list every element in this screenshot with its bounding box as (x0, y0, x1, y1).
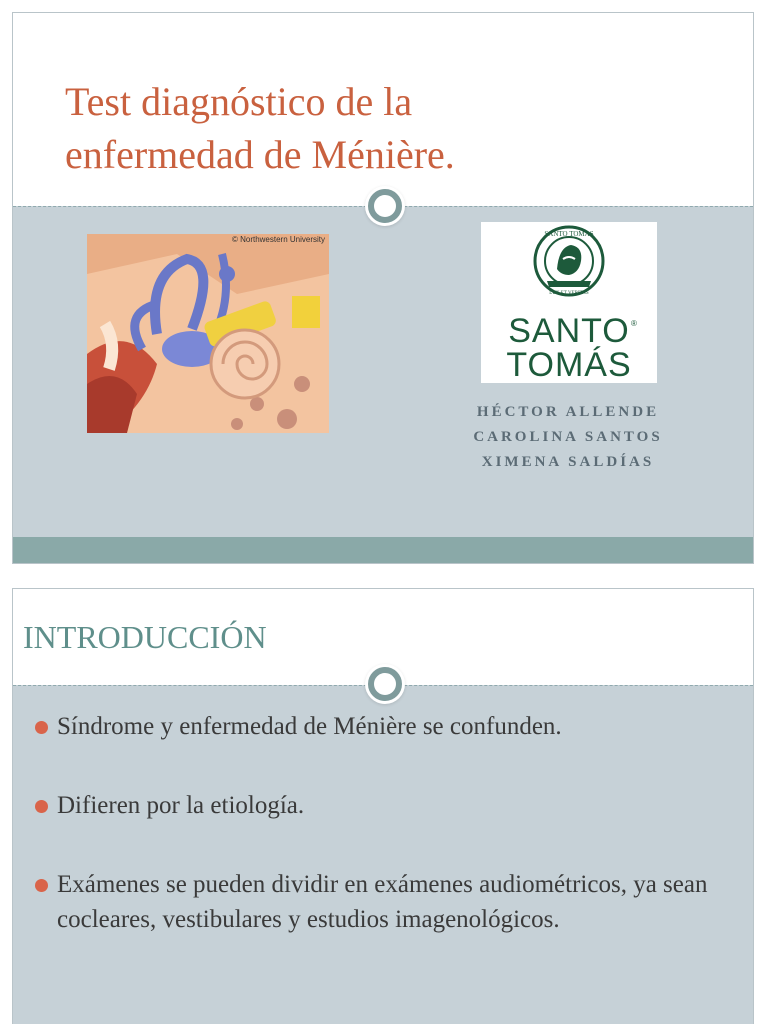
author-name: CAROLINA SANTOS (473, 429, 663, 445)
bottom-accent-bar (13, 537, 753, 563)
ring-ornament-icon (368, 667, 402, 701)
title-area (13, 13, 753, 206)
seal-icon (529, 225, 609, 297)
inner-ear-illustration (87, 234, 329, 433)
registered-mark: ® (631, 319, 637, 328)
list-item (35, 709, 735, 744)
slide-title: INTRODUCCIÓN (23, 619, 267, 655)
title-line-2: enfermedad de Ménière. (65, 132, 455, 177)
ring-ornament-icon (368, 189, 402, 223)
title-slide (12, 12, 754, 564)
santo-tomas-logo (481, 222, 657, 383)
bullet-dot-icon (35, 721, 48, 734)
list-item (35, 788, 735, 823)
list-item (35, 867, 735, 937)
logo-word-tomas: TOMÁS (506, 346, 632, 384)
bullet-dot-icon (35, 800, 48, 813)
logo-word-santo: SANTO (508, 312, 630, 350)
slide-title (65, 75, 455, 181)
author-name: XIMENA SALDÍAS (481, 454, 655, 470)
bullet-text: Exámenes se pueden dividir en exámenes audiométricos, ya sean cocleares, vestibulares y estudios imagenológicos. (57, 871, 708, 933)
seal-motto: LUX ET VERITAS (549, 291, 589, 296)
seal-text: SANTO TOMAS (544, 230, 594, 238)
inner-ear-drawing (87, 234, 329, 433)
bullet-text: Difieren por la etiología. (57, 792, 305, 819)
image-credit: © Northwestern University (231, 235, 325, 244)
author-list (423, 400, 713, 475)
author-name: HÉCTOR ALLENDE (476, 404, 660, 420)
bullet-dot-icon (35, 879, 48, 892)
introduction-slide (12, 588, 754, 1024)
bullet-text: Síndrome y enfermedad de Ménière se confunden. (57, 713, 562, 740)
bullet-list (35, 709, 735, 937)
title-line-1: Test diagnóstico de la (65, 79, 413, 124)
